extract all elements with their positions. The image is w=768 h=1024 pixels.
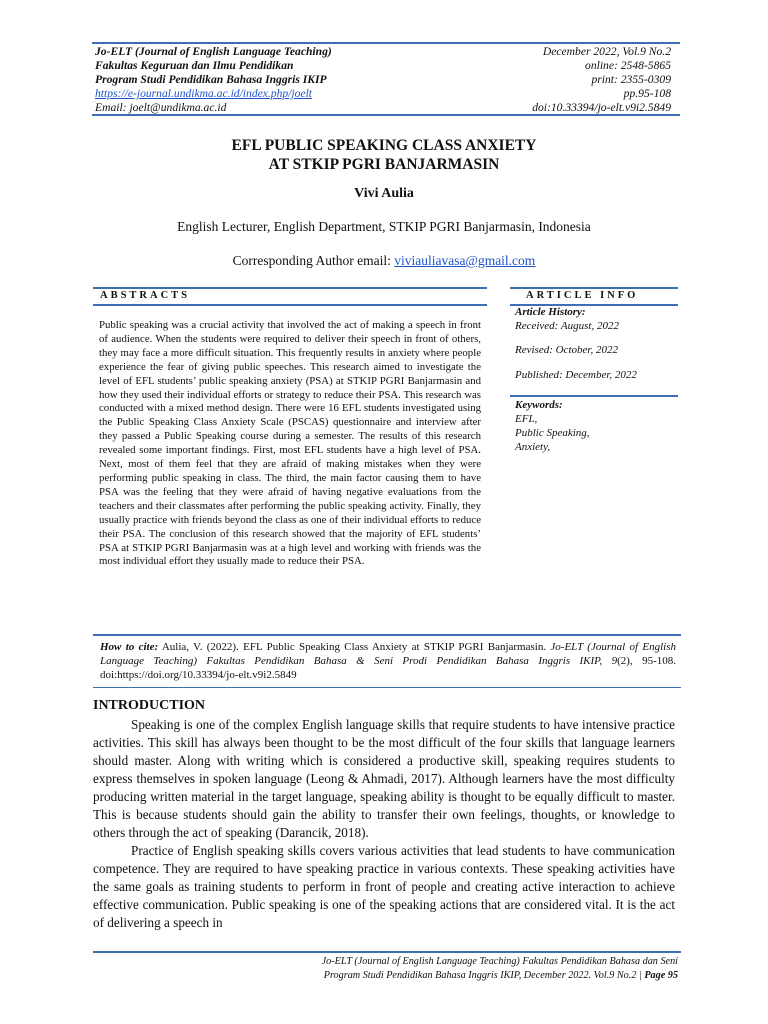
online-issn: online: 2548-5865 [585, 59, 671, 72]
keywords-block [515, 398, 680, 454]
cite-journal: Jo-ELT (Journal of English Language Teaching) Fakultas Pendidikan Bahasa & Seni Prodi Pendidikan Bahasa Inggris IKIP, 9 [100, 641, 676, 667]
cite-label: How to cite: [100, 641, 159, 653]
corresponding-label: Corresponding Author email: [232, 253, 395, 268]
citation-divider [93, 687, 681, 688]
journal-header-right [532, 45, 671, 115]
page-number: Page 95 [644, 969, 678, 981]
abstract-text: Public speaking was a crucial activity that involved the act of making a speech in front of audience. When the students were required to deliver their speech in front of others, they may face a more difficult situation. This frequently results in anxiety where people experience the fear of giving public speeches. This research aimed to investigate the level of EFL students’ public speaking anxiety (PSA) at STKIP PGRI Banjarmasin and how they used their individual efforts or strategy to reduce their PSA. This research was conducted with a mixed method design. There were 16 EFL students investigated using the Public Speaking Class Anxiety Scale (PSCAS) questionnaire and interview after they passed a Public Speaking course during a semester. The results of this research revealed some important findings. First, most EFL students have a high level of PSA. Next, most of them feel that they are afraid of making mistakes when they were performing public speaking in class. The third, the main factor causing them to have PSA was the feeling that they were afraid of having negative evaluations from the teachers and their classmates after performing the public speaking activity. Finally, they usually practice with friends beyond the class as one of their individual efforts to reduce their PSA. The conclusion of this research showed that the majority of EFL students’ PSA at STKIP PGRI Banjarmasin was at a high level and working with friends was the most individual effort they usually made to reduce their PSA. [99, 319, 481, 568]
journal-header [92, 42, 680, 114]
footer-divider [93, 951, 681, 953]
body-paragraph: Practice of English speaking skills covers various activities that lead students to have communication competence. They are required to have speaking practice in various contexts. These speaking activities have the same goals as training students to perform in front of people and creating active interaction to achieve effective communication. Public speaking is one of the speaking actions that are considered vital. It is the act of delivering a speech in [93, 843, 675, 930]
keyword-item: Anxiety, [515, 441, 551, 453]
body-paragraph: Speaking is one of the complex English language skills that require students to have intensive practice activities. This skill has always been thought to be the most difficult of the four skills that language learners should master. Along with writing which is considered a productive skill, speaking requires students to express themselves in spoken language (Leong & Ahmadi, 2017). Although learners have the most difficulty producing written material in the target language, speaking ability is thought to be equally difficult to master. This is because students should gain the ability to transfer their own feelings, thoughts, or knowledge to others through the act of speaking (Darancik, 2018). [93, 717, 675, 840]
keywords-label: Keywords: [515, 399, 563, 411]
published-date: Published: December, 2022 [515, 369, 637, 381]
footer-line-1: Jo-ELT (Journal of English Language Teaching) Fakultas Pendidikan Bahasa dan Seni [321, 956, 678, 967]
journal-header-left [95, 45, 332, 115]
article-info-heading: ARTICLE INFO [526, 290, 639, 301]
abstract-heading-bar [93, 287, 487, 306]
revised-date: Revised: October, 2022 [515, 344, 618, 356]
paper-title [0, 136, 768, 174]
corresponding-author [0, 253, 768, 269]
journal-email: Email: joelt@undikma.ac.id [95, 101, 227, 114]
cite-doi: (2), 95-108. doi:https://doi.org/10.33394/jo-elt.v9i2.5849 [100, 655, 676, 681]
cite-text: Aulia, V. (2022). EFL Public Speaking Class Anxiety at STKIP PGRI Banjarmasin. [158, 641, 551, 653]
received-date: Received: August, 2022 [515, 320, 619, 332]
paper-title-line-1: EFL PUBLIC SPEAKING CLASS ANXIETY [231, 137, 537, 154]
print-issn: print: 2355-0309 [591, 73, 671, 86]
keywords-divider [510, 395, 678, 397]
keyword-item: Public Speaking, [515, 427, 590, 439]
article-history [515, 305, 680, 333]
article-history-label: Article History: [515, 306, 586, 318]
journal-url-link[interactable]: https://e-journal.undikma.ac.id/index.php/joelt [95, 87, 313, 100]
faculty-name: Fakultas Keguruan dan Ilmu Pendidikan [95, 59, 294, 72]
author-name: Vivi Aulia [354, 186, 414, 201]
journal-name: Jo-ELT (Journal of English Language Teaching) [95, 45, 332, 58]
issue-date: December 2022, Vol.9 No.2 [542, 45, 671, 58]
corresponding-email-link[interactable]: viviauliavasa@gmail.com [394, 253, 536, 268]
footer-line-2 [158, 969, 678, 983]
article-info-heading-bar [510, 287, 678, 306]
how-to-cite [100, 640, 676, 682]
paper-title-line-2: AT STKIP PGRI BANJARMASIN [268, 156, 500, 173]
author-affiliation: English Lecturer, English Department, STKIP PGRI Banjarmasin, Indonesia [177, 219, 591, 234]
introduction-heading: INTRODUCTION [93, 698, 206, 713]
page-footer [158, 955, 678, 982]
doi: doi:10.33394/jo-elt.v9i2.5849 [532, 101, 671, 114]
keyword-item: EFL, [515, 413, 538, 425]
program-name: Program Studi Pendidikan Bahasa Inggris IKIP [95, 73, 327, 86]
abstract-heading: ABSTRACTS [100, 290, 191, 301]
abstract-divider [93, 634, 681, 636]
page-range: pp.95-108 [623, 87, 671, 100]
introduction-body [93, 716, 675, 932]
footer-journal-info: Program Studi Pendidikan Bahasa Inggris IKIP, December 2022. Vol.9 No.2 | [323, 969, 645, 981]
header-divider [92, 114, 680, 116]
